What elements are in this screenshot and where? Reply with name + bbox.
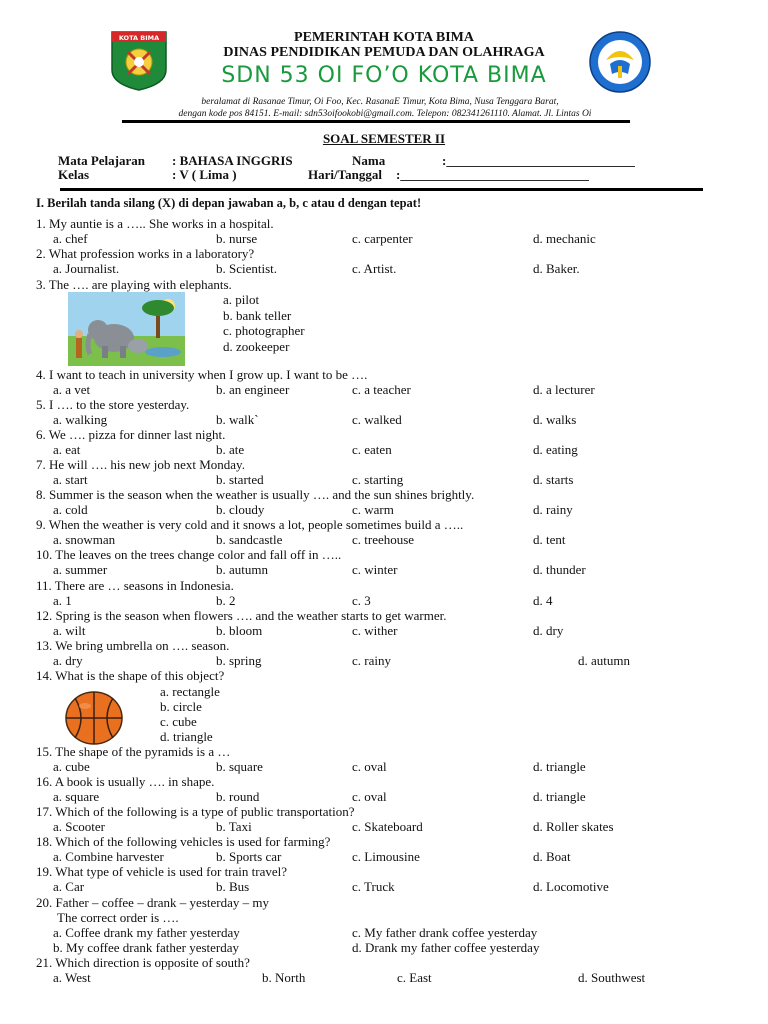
option-b: b. ate [216,442,245,457]
option-b: b. circle [160,699,202,714]
option-a: a. snowman [53,532,116,547]
question-text: 17. Which of the following is a type of public transportation? [36,804,355,819]
option-d: d. triangle [533,759,586,774]
option-b: b. an engineer [216,382,290,397]
option-b: b. spring [216,653,262,668]
option-d: d. Drank my father coffee yesterday [352,940,540,955]
option-a: a. cube [53,759,90,774]
address-line-2: dengan kode pos 84151. E-mail: sdn53oifookobi@gmail.com. Telepon: 082341261110. Alamat. Jl. Lintas Oi [178,109,592,119]
question-text: 7. He will …. his new job next Monday. [36,457,245,472]
school-name: SDN 53 OI FO’O KOTA BIMA [221,63,547,88]
option-a: a. a vet [53,382,91,397]
option-d: d. thunder [533,562,586,577]
option-d: d. zookeeper [223,338,290,354]
question-text: 6. We …. pizza for dinner last night. [36,427,226,442]
option-a: a. cold [53,502,88,517]
basketball-picture [63,690,125,746]
option-a: a. pilot [223,292,260,307]
option-c: c. carpenter [352,231,413,246]
option-d: d. mechanic [533,231,596,246]
subject-label: Mata Pelajaran [58,153,146,168]
option-d: d. triangle [533,789,586,804]
option-c: c. My father drank coffee yesterday [352,925,538,940]
option-c: c. 3 [352,593,371,608]
option-b: b. bank teller [223,307,292,323]
option-b: b. walk` [216,412,259,427]
meta-divider [60,188,703,191]
question-text: 3. The …. are playing with elephants. [36,277,232,292]
option-d: d. autumn [578,653,630,668]
option-d: d. 4 [533,593,553,608]
option-c: c. treehouse [352,532,415,547]
option-c: c. cube [160,714,197,729]
option-c: c. Limousine [352,849,420,864]
option-c: c. starting [352,472,404,487]
question-text: 15. The shape of the pyramids is a … [36,744,231,759]
option-b: b. started [216,472,264,487]
option-c: c. walked [352,412,402,427]
question-text: 20. Father – coffee – drank – yesterday – my [36,895,269,910]
option-b: b. Scientist. [216,261,278,276]
option-c: c. Skateboard [352,819,423,834]
option-c: c. rainy [352,653,391,668]
option-b: b. Taxi [216,819,252,834]
question-text: 14. What is the shape of this object? [36,668,225,683]
question-text: 5. I …. to the store yesterday. [36,397,190,412]
option-d: d. dry [533,623,564,638]
option-d: d. Boat [533,849,571,864]
class-label: Kelas [58,167,90,182]
option-c: c. wither [352,623,398,638]
option-c: c. Truck [352,879,395,894]
option-b: b. nurse [216,231,258,246]
option-a: a. wilt [53,623,86,638]
option-c: c. winter [352,562,398,577]
option-a: a. eat [53,442,81,457]
option-b: b. sandcastle [216,532,283,547]
question-text: 18. Which of the following vehicles is used for farming? [36,834,331,849]
instruction: I. Berilah tanda silang (X) di depan jawaban a, b, c atau d dengan tepat! [36,196,422,210]
date-field[interactable]: :_____________________________ [396,167,589,182]
question-text: 2. What profession works in a laboratory? [36,246,255,261]
option-d: d. tent [533,532,566,547]
option-d: d. rainy [533,502,573,517]
option-b: b. My coffee drank father yesterday [53,940,240,955]
question-text: 12. Spring is the season when flowers …. and the weather starts to get warmer. [36,608,447,623]
address-line-1: beralamat di Rasanae Timur, Oi Foo, Kec. RasanaE Timur, Kota Bima, Nusa Tenggara Barat, [201,97,559,107]
option-d: d. walks [533,412,577,427]
option-c: c. eaten [352,442,392,457]
option-b: b. North [262,970,306,985]
option-d: d. starts [533,472,574,487]
option-d: d. triangle [160,729,213,744]
question-subtext: The correct order is …. [57,910,179,925]
logo-left-text: KOTA BIMA [118,34,160,42]
question-text: 21. Which direction is opposite of south? [36,955,250,970]
option-a: a. rectangle [160,684,220,699]
option-a: a. Journalist. [53,261,120,276]
header-divider [122,120,630,123]
option-c: c. a teacher [352,382,411,397]
elephants-picture [68,292,185,366]
name-label: Nama [352,153,386,168]
date-label: Hari/Tanggal [308,167,382,182]
option-d: d. Locomotive [533,879,609,894]
option-b: b. bloom [216,623,263,638]
question-text: 13. We bring umbrella on …. season. [36,638,230,653]
option-a: a. Scooter [53,819,105,834]
option-a: a. Combine harvester [53,849,164,864]
page-title: SOAL SEMESTER II [322,131,446,146]
question-text: 9. When the weather is very cold and it snows a lot, people sometimes build a ….. [36,517,464,532]
option-a: a. dry [53,653,83,668]
option-a: a. chef [53,231,88,246]
option-a: a. West [53,970,91,985]
option-d: d. Southwest [578,970,646,985]
question-text: 11. There are … seasons in Indonesia. [36,578,234,593]
header-line-1: PEMERINTAH KOTA BIMA [294,30,474,45]
question-text: 8. Summer is the season when the weather is usually …. and the sun shines brightly. [36,487,475,502]
option-b: b. 2 [216,593,236,608]
question-text: 1. My auntie is a ….. She works in a hospital. [36,216,274,231]
name-field[interactable]: :_____________________________ [442,153,635,168]
option-b: b. cloudy [216,502,265,517]
class-value: : V ( Lima ) [172,167,237,182]
option-b: b. square [216,759,263,774]
option-b: b. Bus [216,879,250,894]
option-c: c. oval [352,759,387,774]
option-a: a. walking [53,412,108,427]
subject-value: : BAHASA INGGRIS [172,153,293,168]
option-c: c. Artist. [352,261,397,276]
option-c: c. photographer [223,323,305,338]
option-a: a. square [53,789,100,804]
option-d: d. eating [533,442,578,457]
option-a: a. start [53,472,88,487]
option-b: b. autumn [216,562,268,577]
question-text: 19. What type of vehicle is used for train travel? [36,864,288,879]
header-line-2: DINAS PENDIDIKAN PEMUDA DAN OLAHRAGA [223,45,545,60]
option-b: b. round [216,789,260,804]
option-a: a. summer [53,562,108,577]
option-a: a. 1 [53,593,72,608]
option-c: c. warm [352,502,394,517]
option-d: d. a lecturer [533,382,595,397]
option-d: d. Roller skates [533,819,614,834]
question-text: 16. A book is usually …. in shape. [36,774,215,789]
option-c: c. East [397,970,432,985]
question-text: 4. I want to teach in university when I grow up. I want to be …. [36,367,368,382]
option-d: d. Baker. [533,261,580,276]
option-a: a. Coffee drank my father yesterday [53,925,240,940]
option-c: c. oval [352,789,387,804]
option-b: b. Sports car [216,849,282,864]
option-a: a. Car [53,879,85,894]
question-text: 10. The leaves on the trees change color and fall off in ….. [36,547,342,562]
